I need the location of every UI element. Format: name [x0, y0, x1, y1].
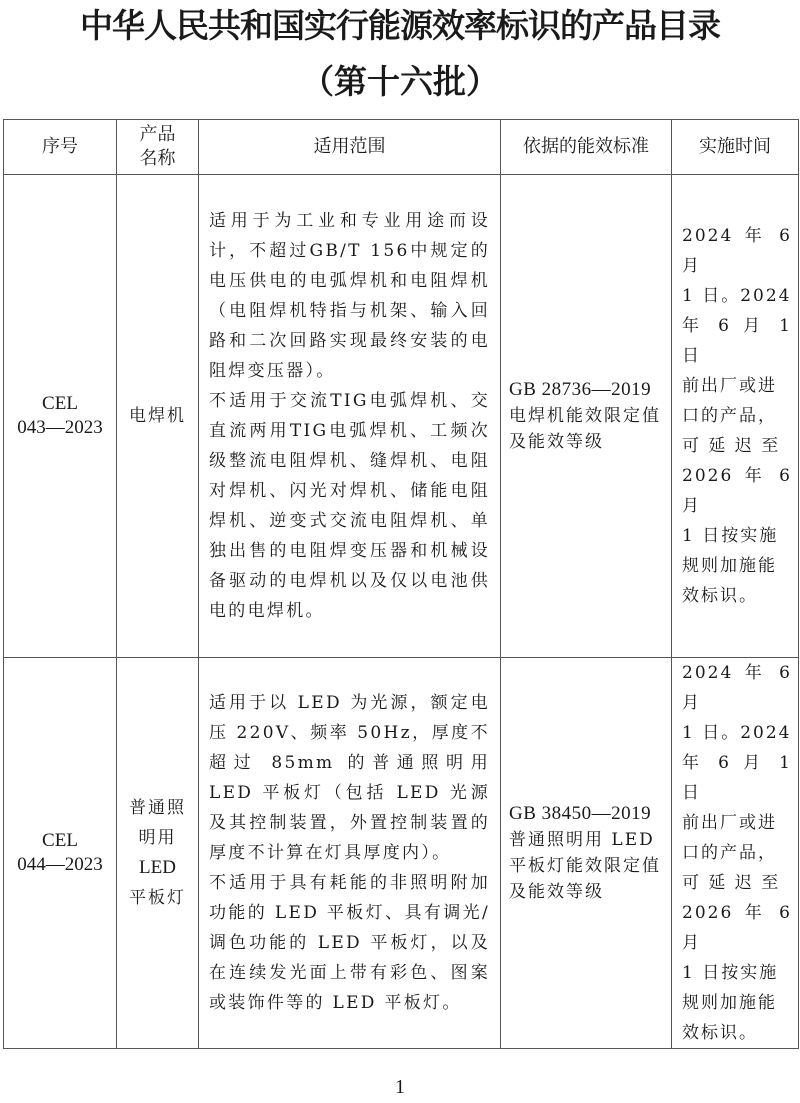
time-line: 2024 年 6 月: [682, 226, 792, 276]
time-line: 前出厂或进: [682, 376, 777, 396]
row-implementation-time: [672, 658, 799, 1049]
time-line: 2026 年 6 月: [682, 903, 792, 953]
header-scope: 适用范围: [199, 120, 501, 175]
time-line: 口的产品，: [682, 843, 777, 863]
standard-code: GB 28736—2019: [509, 379, 652, 400]
time-line: 年 6 月 1 日: [682, 753, 792, 803]
header-name-line2: 名称: [139, 148, 176, 169]
table-row: [4, 658, 799, 1049]
time-line: 规则加施能: [682, 556, 777, 576]
row-id: [4, 658, 117, 1049]
product-name-line: 明用: [138, 828, 177, 848]
row-id: [4, 175, 117, 658]
row-implementation-time: [672, 175, 799, 658]
time-line: 1 日按实施: [682, 963, 779, 983]
row-product-name: [117, 175, 199, 658]
time-line: 口的产品，: [682, 406, 777, 426]
row-product-name: [117, 658, 199, 1049]
standard-name: 普通照明用 LED 平板灯能效限定值及能效等级: [509, 830, 661, 902]
scope-excluded: 不适用于具有耗能的非照明附加功能的 LED 平板灯、具有调光/调色功能的 LED 平板灯，以及在连续发光面上带有彩色、图案或装饰件等的 LED 平板灯。: [209, 873, 490, 1013]
product-name-line: 平板灯: [129, 888, 186, 908]
time-line: 1 日。2024: [682, 286, 792, 306]
time-line: 可 延 迟 至: [682, 873, 781, 893]
scope-applicable: 适用于以 LED 为光源，额定电压 220V、频率 50Hz，厚度不超过 85mm 的普通照明用 LED 平板灯（包括 LED 光源及其控制装置，外置控制装置的厚度不计算在灯具厚度内）。: [209, 693, 490, 863]
time-line: 2026 年 6 月: [682, 466, 792, 516]
time-line: 规则加施能: [682, 993, 777, 1013]
row-id-number: 043—2023: [17, 417, 103, 438]
header-standard: 依据的能效标准: [501, 120, 672, 175]
time-line: 年 6 月 1 日: [682, 316, 792, 366]
page-number: 1: [395, 1076, 405, 1098]
header-name-line1: 产品: [139, 124, 176, 145]
table-row: [4, 175, 799, 658]
document-subtitle: （第十六批）: [301, 62, 499, 101]
product-name-line: LED: [139, 857, 176, 878]
row-id-prefix: CEL: [42, 393, 78, 414]
row-scope: [199, 175, 501, 658]
row-id-prefix: CEL: [42, 830, 78, 851]
time-line: 前出厂或进: [682, 813, 777, 833]
header-name: [117, 120, 199, 175]
time-line: 1 日按实施: [682, 526, 779, 546]
time-line: 2024 年 6 月: [682, 663, 792, 713]
table-header-row: [4, 120, 799, 175]
row-standard: [501, 658, 672, 1049]
row-id-number: 044—2023: [17, 854, 103, 875]
header-id: 序号: [4, 120, 117, 175]
time-line: 效标识。: [682, 1023, 758, 1043]
document-title: 中华人民共和国实行能源效率标识的产品目录: [80, 6, 720, 45]
standard-name: 电焊机能效限定值及能效等级: [509, 406, 661, 452]
scope-applicable: 适用于为工业和专业用途而设计，不超过GB/T 156中规定的电压供电的电弧焊机和电阻焊机（电阻焊机特指与机架、输入回路和二次回路实现最终安装的电阻焊变压器）。: [209, 211, 490, 381]
product-name-line: 电焊机: [129, 406, 186, 426]
time-line: 1 日。2024: [682, 723, 792, 743]
row-standard: [501, 175, 672, 658]
product-catalog-table: [3, 119, 799, 1049]
product-name-line: 普通照: [129, 798, 186, 818]
scope-excluded: 不适用于交流TIG电弧焊机、交直流两用TIG电弧焊机、工频次级整流电阻焊机、缝焊机、电阻对焊机、闪光对焊机、储能电阻焊机、逆变式交流电阻焊机、单独出售的电阻焊变压器和机械设备驱动的电焊机以及仅以电池供电的电焊机。: [209, 391, 490, 621]
standard-code: GB 38450—2019: [509, 803, 652, 824]
time-line: 可 延 迟 至: [682, 436, 781, 456]
time-line: 效标识。: [682, 586, 758, 606]
header-time: 实施时间: [672, 120, 799, 175]
row-scope: [199, 658, 501, 1049]
